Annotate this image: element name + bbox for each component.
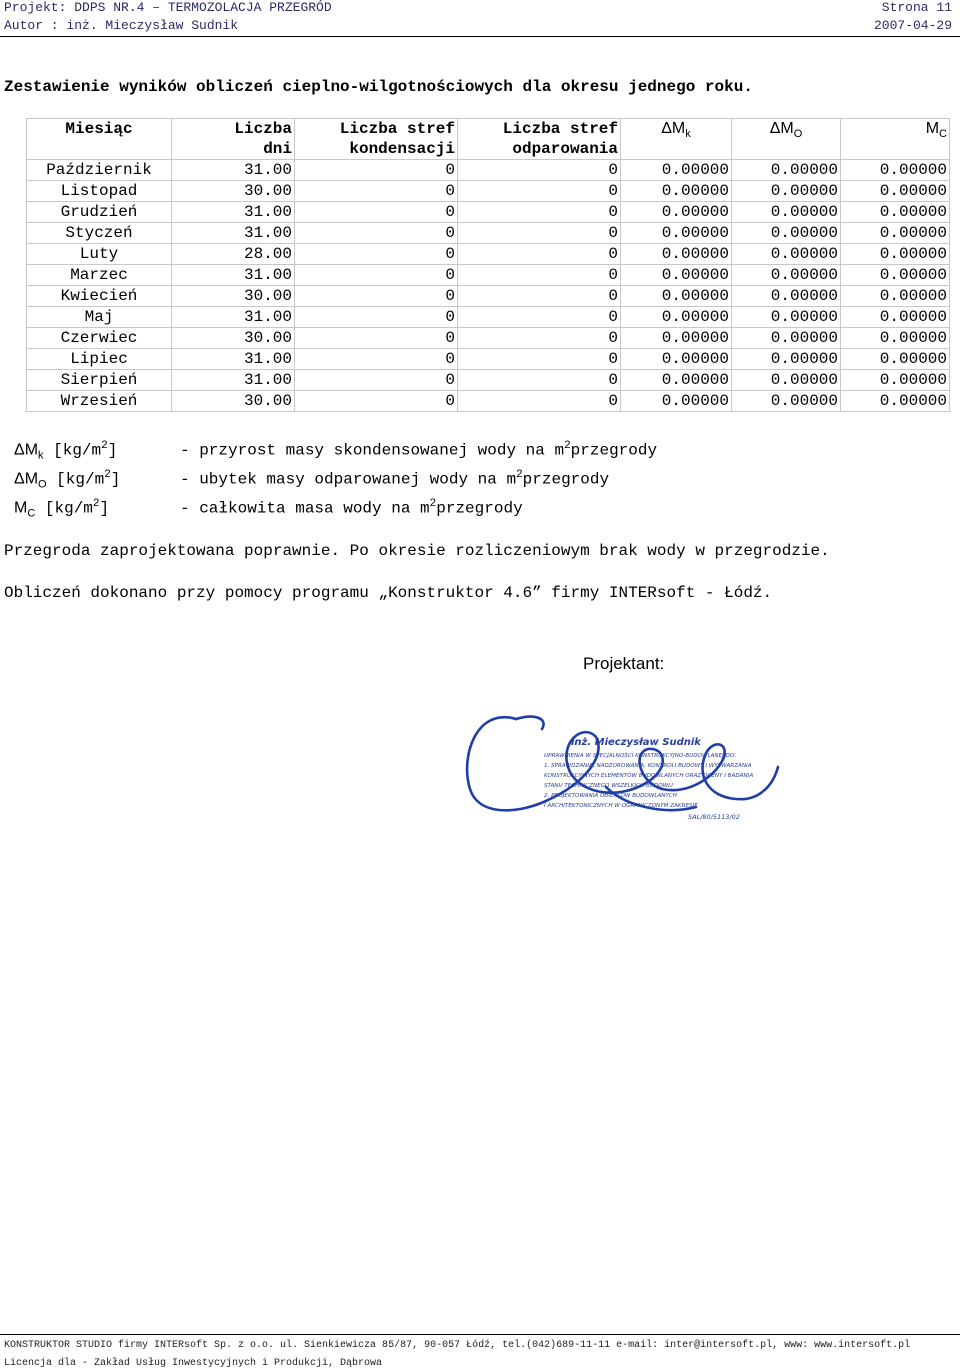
cell-condensation: 0 [295,286,458,307]
col-days-line1: Liczba [234,120,292,138]
table-row [27,223,950,244]
cell-evaporation: 0 [458,202,621,223]
cell-mc: 0.00000 [841,202,950,223]
table-row [27,181,950,202]
cell-evaporation: 0 [458,391,621,412]
table-body [27,160,950,412]
cell-evaporation: 0 [458,181,621,202]
cell-evaporation: 0 [458,307,621,328]
legend-symbol-sub: O [38,478,47,491]
cell-evaporation: 0 [458,286,621,307]
table-row [27,286,950,307]
cell-dmo: 0.00000 [732,265,841,286]
table-row [27,160,950,181]
cell-mc: 0.00000 [841,181,950,202]
cell-month: Wrzesień [27,391,172,412]
legend-row-dmo [14,469,609,491]
stamp-line-1: UPRAWNIENIA W SPECJALNOŚCI KONSTRUKCYJNO-BUDOWLANEJ DO: [544,753,737,759]
table-row [27,202,950,223]
cell-dmk: 0.00000 [621,286,732,307]
cell-dmo: 0.00000 [732,328,841,349]
legend-unit-close: ] [110,470,121,489]
table-row [27,349,950,370]
cell-days: 31.00 [172,223,295,244]
legend-unit: [kg/m [43,441,102,460]
table-row [27,307,950,328]
page-header-line-1 [4,0,952,15]
legend-unit-sup: 2 [104,469,111,481]
col-dmk-symbol: ΔM [661,120,686,137]
cell-condensation: 0 [295,244,458,265]
legend-symbol: ΔM [14,441,39,459]
table-row [27,244,950,265]
stamp-line-6: I ARCHITEKTONICZNYCH W OGRANICZONYM ZAKRESIE [544,803,698,809]
cell-month: Maj [27,307,172,328]
cell-dmk: 0.00000 [621,391,732,412]
col-dmo-symbol: ΔM [769,120,794,137]
legend-symbol-sub: C [27,507,36,520]
stamp-line-3: KONSTRUKCYJNYCH ELEMENTÓW BUDOWLANYCH ORAZ OCENY I BADANIA [544,773,754,779]
stamp-number: SAL/80/5113/02 [688,813,740,821]
legend-unit-close: ] [99,499,110,518]
cell-days: 31.00 [172,265,295,286]
results-table [26,118,950,412]
cell-evaporation: 0 [458,223,621,244]
header-rule [0,36,960,37]
table-header-row [27,119,950,160]
col-days-line2: dni [263,140,292,158]
cell-dmk: 0.00000 [621,160,732,181]
cell-month: Sierpień [27,370,172,391]
footer-license: Licencja dla - Zakład Usług Inwestycyjnych i Produkcji, Dąbrowa [4,1358,383,1369]
cell-mc: 0.00000 [841,328,950,349]
cell-dmk: 0.00000 [621,265,732,286]
cell-month: Czerwiec [27,328,172,349]
cell-mc: 0.00000 [841,223,950,244]
cell-evaporation: 0 [458,370,621,391]
cell-month: Styczeń [27,223,172,244]
table-row [27,370,950,391]
cell-mc: 0.00000 [841,286,950,307]
legend-symbol: M [14,499,28,517]
legend-desc-end: przegrody [436,499,523,518]
cell-dmk: 0.00000 [621,370,732,391]
cell-mc: 0.00000 [841,265,950,286]
cell-month: Lipiec [27,349,172,370]
cell-days: 30.00 [172,391,295,412]
cell-dmo: 0.00000 [732,286,841,307]
legend-description: - całkowita masa wody na m [180,499,430,518]
table-row [27,328,950,349]
cell-evaporation: 0 [458,265,621,286]
cell-month: Październik [27,160,172,181]
software-note: Obliczeń dokonano przy pomocy programu „Konstruktor 4.6” firmy INTERsoft - Łódź. [4,584,773,602]
cell-dmk: 0.00000 [621,202,732,223]
cell-condensation: 0 [295,265,458,286]
legend-desc-sup: 2 [516,469,523,481]
page-number: Strona 11 [881,0,952,15]
stamp-name: inż. Mieczysław Sudnik [571,737,701,748]
table-row [27,265,950,286]
cell-month: Grudzień [27,202,172,223]
cell-days: 30.00 [172,181,295,202]
col-month [27,119,172,160]
col-evaporation [458,119,621,160]
legend-unit-sup: 2 [92,498,100,510]
col-days [172,119,295,160]
cell-dmo: 0.00000 [732,370,841,391]
col-mc-sub: C [939,128,947,141]
cell-dmo: 0.00000 [732,202,841,223]
cell-dmo: 0.00000 [732,223,841,244]
page-header-line-2 [4,18,952,33]
legend-desc-sup: 2 [429,498,437,510]
document-title: Zestawienie wyników obliczeń cieplno-wilgotnościowych dla okresu jednego roku. [4,78,753,96]
col-evap-line2: odparowania [512,140,618,158]
cell-dmo: 0.00000 [732,391,841,412]
cell-month: Luty [27,244,172,265]
stamp-line-2: 1. SPRAWDZANIA, NADZOROWANIA, KONTROLI BUDOWY I WYTWARZANIA [544,763,752,769]
legend-desc-sup: 2 [564,440,571,452]
cell-condensation: 0 [295,349,458,370]
legend-description: - ubytek masy odparowanej wody na m [180,470,517,489]
cell-condensation: 0 [295,328,458,349]
cell-days: 31.00 [172,202,295,223]
footer-rule [0,1334,960,1335]
cell-mc: 0.00000 [841,244,950,265]
legend-unit-sup: 2 [101,440,108,452]
col-mc [841,119,950,160]
conclusion-note: Przegroda zaprojektowana poprawnie. Po okresie rozliczeniowym brak wody w przegrodzie. [4,542,830,560]
legend-symbol-sub: k [38,449,44,462]
cell-dmk: 0.00000 [621,307,732,328]
cell-condensation: 0 [295,370,458,391]
cell-days: 30.00 [172,286,295,307]
col-dmk [621,119,732,160]
signature-stamp-image [456,697,786,847]
cell-days: 31.00 [172,307,295,328]
cell-dmk: 0.00000 [621,244,732,265]
stamp-line-5: 2. PROJEKTOWANIA OBIEKTÓW BUDOWLANYCH [544,793,677,799]
cell-dmk: 0.00000 [621,349,732,370]
cell-month: Listopad [27,181,172,202]
cell-dmo: 0.00000 [732,181,841,202]
col-condensation [295,119,458,160]
col-dmo [732,119,841,160]
cell-month: Kwiecień [27,286,172,307]
cell-mc: 0.00000 [841,160,950,181]
cell-dmk: 0.00000 [621,328,732,349]
cell-dmk: 0.00000 [621,181,732,202]
cell-mc: 0.00000 [841,307,950,328]
cell-evaporation: 0 [458,160,621,181]
cell-mc: 0.00000 [841,349,950,370]
footer-company: KONSTRUKTOR STUDIO firmy INTERsoft Sp. z o.o. ul. Sienkiewicza 85/87, 90-057 Łódź, tel.(042)689-11-11 e-mail: inter@intersoft.pl, www: www.intersoft.pl [4,1340,911,1351]
table-row [27,391,950,412]
cell-evaporation: 0 [458,349,621,370]
cell-dmo: 0.00000 [732,160,841,181]
cell-days: 30.00 [172,328,295,349]
cell-mc: 0.00000 [841,391,950,412]
col-dmo-sub: O [793,128,803,141]
cell-condensation: 0 [295,307,458,328]
legend-unit: [kg/m [46,470,105,489]
col-cond-line2: kondensacji [349,140,455,158]
col-cond-line1: Liczba stref [339,120,455,138]
stamp-line-4: STANU TECHNICZNEGO WSZELKICH BUDOWLI [544,783,673,789]
cell-dmo: 0.00000 [732,244,841,265]
legend-unit: [kg/m [35,499,93,518]
cell-condensation: 0 [295,391,458,412]
cell-dmk: 0.00000 [621,223,732,244]
legend-row-mc [14,498,523,520]
cell-evaporation: 0 [458,244,621,265]
cell-days: 31.00 [172,370,295,391]
legend-description: - przyrost masy skondensowanej wody na m [180,441,565,460]
legend-desc-end: przegrody [570,441,658,460]
cell-month: Marzec [27,265,172,286]
author: Autor : inż. Mieczysław Sudnik [4,18,239,33]
cell-dmo: 0.00000 [732,307,841,328]
col-dmk-sub: k [685,128,691,141]
legend-row-dmk [14,440,657,462]
col-month-label: Miesiąc [65,120,133,138]
cell-condensation: 0 [295,202,458,223]
project-title: Projekt: DDPS NR.4 – TERMOZOLACJA PRZEGRÓD [4,0,332,15]
legend-unit-close: ] [107,441,118,460]
cell-evaporation: 0 [458,328,621,349]
legend-symbol: ΔM [14,470,39,488]
designer-label: Projektant: [583,654,665,673]
col-evap-line1: Liczba stref [502,120,618,138]
cell-days: 31.00 [172,160,295,181]
cell-condensation: 0 [295,160,458,181]
cell-condensation: 0 [295,181,458,202]
legend-desc-end: przegrody [522,470,610,489]
cell-mc: 0.00000 [841,370,950,391]
cell-dmo: 0.00000 [732,349,841,370]
cell-condensation: 0 [295,223,458,244]
col-mc-symbol: M [925,120,940,137]
date: 2007-04-29 [873,18,952,33]
cell-days: 31.00 [172,349,295,370]
cell-days: 28.00 [172,244,295,265]
